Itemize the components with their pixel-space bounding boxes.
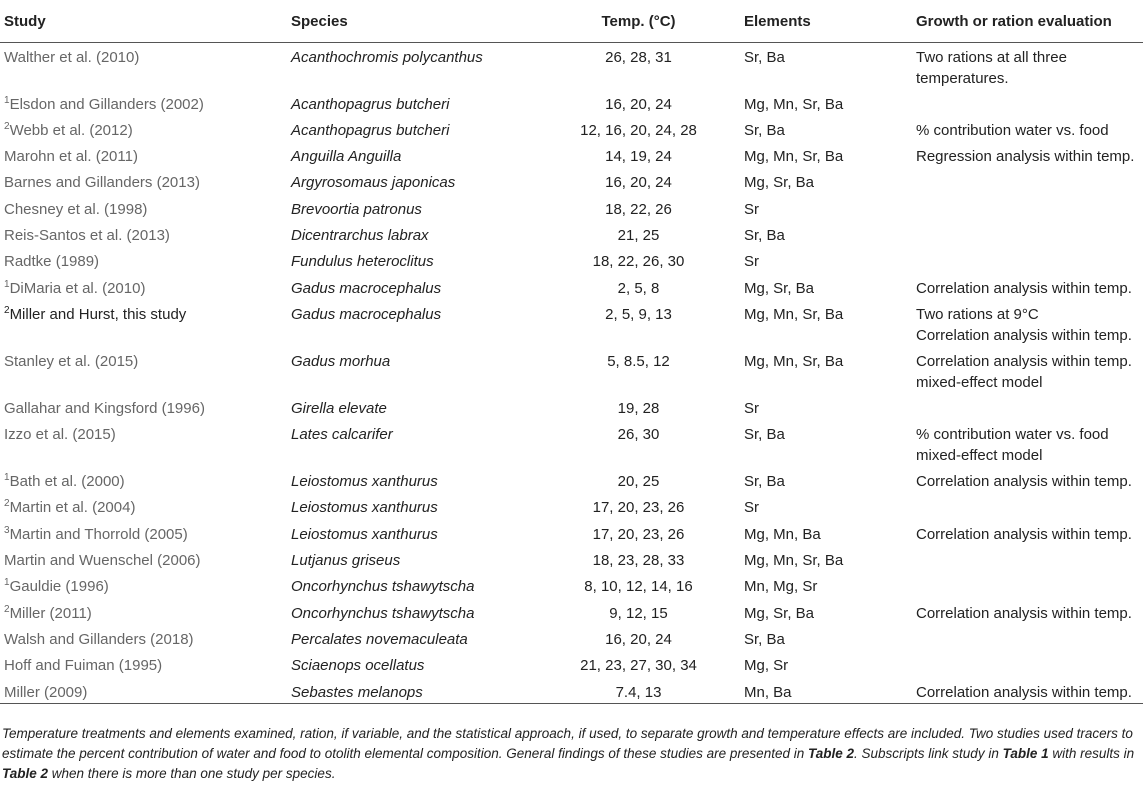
cell-study — [0, 142, 287, 168]
cell-elements: Mg, Sr, Ba — [744, 174, 815, 192]
cell-temp: 8, 10, 12, 14, 16 — [584, 578, 693, 596]
cell-elements: Sr, Ba — [744, 630, 785, 648]
cell-elements: Mn, Ba — [740, 678, 912, 704]
study-name: Hoff and Fuiman (1995) — [4, 657, 163, 675]
header-growth: Growth or ration evaluation — [912, 0, 1143, 43]
study-subscript: 1 — [4, 94, 10, 106]
cell-growth — [912, 651, 1143, 677]
cell-temp: 19, 28 — [617, 399, 660, 417]
cell-temp: 18, 22, 26, 30 — [592, 253, 685, 271]
cell-species: Oncorhynchus tshawytscha — [291, 604, 475, 622]
cell-temp: 16, 20, 24 — [605, 630, 672, 648]
cell-temp: 16, 20, 24 — [605, 95, 672, 113]
table-row — [0, 43, 1143, 90]
cell-temp: 17, 20, 23, 26 — [592, 525, 685, 543]
growth-line: Correlation analysis within temp. — [916, 683, 1132, 701]
table-row — [0, 546, 1143, 572]
cell-study — [0, 116, 287, 142]
cell-elements: Sr, Ba — [744, 226, 785, 244]
study-name: Walther et al. (2010) — [4, 49, 140, 66]
cell-study — [0, 467, 287, 493]
table-header-row — [0, 0, 1143, 43]
study-name: Miller (2009) — [4, 683, 88, 701]
cell-growth — [912, 572, 1143, 598]
study-subscript: 2 — [4, 603, 10, 615]
cell-species: Argyrosomaus japonicas — [291, 174, 456, 192]
study-subscript: 2 — [4, 120, 10, 132]
cell-growth — [912, 467, 1143, 493]
study-subscript: 3 — [4, 524, 10, 536]
cell-study — [0, 493, 287, 519]
growth-line: mixed-effect model — [916, 373, 1043, 391]
study-name: Walsh and Gillanders (2018) — [4, 630, 194, 648]
cell-species: Leiostomus xanthurus — [291, 473, 438, 491]
study-subscript: 2 — [4, 304, 10, 316]
caption-ref-table2[interactable]: Table 2 — [807, 746, 855, 761]
cell-study — [0, 520, 287, 546]
growth-line: Correlation analysis within temp. — [916, 352, 1132, 370]
table-row — [0, 467, 1143, 493]
cell-growth — [912, 168, 1143, 194]
study-name: Martin et al. (2004) — [9, 499, 136, 517]
cell-elements: Mg, Sr, Ba — [744, 279, 815, 297]
cell-study — [0, 572, 287, 598]
cell-species: Oncorhynchus tshawytscha — [291, 578, 475, 596]
cell-species: Dicentrarchus labrax — [291, 226, 429, 244]
growth-line: % contribution water vs. food — [916, 426, 1109, 444]
cell-growth — [912, 221, 1143, 247]
cell-species: Gadus macrocephalus — [291, 279, 442, 297]
cell-elements: Mg, Mn, Sr, Ba — [744, 305, 844, 323]
table-row — [0, 678, 1143, 704]
study-name: Webb et al. (2012) — [9, 121, 133, 139]
cell-species: Brevoortia patronus — [291, 200, 422, 218]
cell-elements: Sr, Ba — [744, 49, 785, 66]
table-row — [0, 572, 1143, 598]
growth-line: Correlation analysis within temp. — [916, 279, 1132, 297]
table-row — [0, 90, 1143, 116]
table-caption — [2, 724, 1141, 784]
cell-elements: Mg, Mn, Sr, Ba — [744, 352, 844, 370]
table-row — [0, 142, 1143, 168]
growth-line: Correlation analysis within temp. — [916, 604, 1132, 622]
cell-growth — [912, 43, 1143, 90]
cell-temp: 2, 5, 9, 13 — [605, 305, 672, 323]
table-row — [0, 195, 1143, 221]
caption-part3: with results in — [1048, 746, 1135, 761]
cell-elements: Sr, Ba — [744, 426, 785, 444]
cell-elements: Mg, Mn, Sr, Ba — [744, 148, 844, 166]
cell-growth — [912, 347, 1143, 394]
cell-elements: Mg, Mn, Ba — [744, 525, 821, 543]
growth-line: Two rations at 9°C — [916, 305, 1039, 323]
cell-species: Acanthopagrus butcheri — [291, 95, 450, 113]
cell-growth — [912, 599, 1143, 625]
table-row — [0, 274, 1143, 300]
header-elements: Elements — [740, 0, 912, 43]
cell-species: Gadus macrocephalus — [291, 305, 442, 323]
growth-line: Regression analysis within temp. — [916, 148, 1135, 166]
growth-line: Correlation analysis within temp. — [916, 326, 1132, 344]
cell-species: Anguilla Anguilla — [291, 148, 402, 166]
cell-species: Lates calcarifer — [291, 426, 393, 444]
study-name: Martin and Wuenschel (2006) — [4, 552, 201, 570]
cell-temp: 2, 5, 8 — [617, 279, 660, 297]
table-row — [0, 599, 1143, 625]
study-name: Reis-Santos et al. (2013) — [4, 226, 170, 244]
header-study: Study — [0, 0, 287, 43]
cell-study — [0, 394, 287, 420]
cell-species: Sciaenops ocellatus — [291, 657, 425, 675]
study-name: Gauldie (1996) — [9, 578, 109, 596]
cell-study — [0, 90, 287, 116]
caption-part4: when there is more than one study per species. — [48, 766, 336, 781]
study-subscript: 2 — [4, 498, 10, 510]
study-name: Martin and Thorrold (2005) — [9, 525, 188, 543]
cell-species: Acanthopagrus butcheri — [291, 121, 450, 139]
cell-study — [0, 195, 287, 221]
header-temp: Temp. (°C) — [537, 0, 740, 43]
cell-growth — [912, 300, 1143, 347]
table-row — [0, 221, 1143, 247]
cell-temp: 7.4, 13 — [537, 678, 740, 704]
growth-line: Two rations at all three — [916, 49, 1067, 66]
cell-temp: 20, 25 — [617, 473, 660, 491]
cell-elements: Sr, Ba — [744, 473, 785, 491]
growth-line: % contribution water vs. food — [916, 121, 1109, 139]
caption-part2: . Subscripts link study in — [854, 746, 1003, 761]
table-row — [0, 520, 1143, 546]
growth-line: Correlation analysis within temp. — [916, 525, 1132, 543]
study-name: Stanley et al. (2015) — [4, 352, 139, 370]
cell-temp: 21, 23, 27, 30, 34 — [580, 657, 697, 675]
study-name: Marohn et al. (2011) — [4, 148, 138, 166]
table-row — [0, 394, 1143, 420]
cell-temp: 14, 19, 24 — [605, 148, 672, 166]
cell-study — [0, 599, 287, 625]
study-name: Elsdon and Gillanders (2002) — [9, 95, 204, 113]
table-row — [0, 420, 1143, 467]
cell-study — [0, 43, 287, 90]
cell-study — [0, 347, 287, 394]
cell-study — [0, 678, 287, 704]
cell-study — [0, 221, 287, 247]
cell-species: Gadus morhua — [291, 352, 391, 370]
study-name: Radtke (1989) — [4, 253, 100, 271]
cell-study — [0, 247, 287, 273]
cell-temp: 9, 12, 15 — [609, 604, 668, 622]
cell-temp: 5, 8.5, 12 — [607, 352, 670, 370]
cell-elements: Sr — [744, 399, 759, 417]
table-row — [0, 247, 1143, 273]
table-row — [0, 347, 1143, 394]
cell-study — [0, 625, 287, 651]
growth-line: temperatures. — [916, 70, 1009, 87]
cell-study — [0, 274, 287, 300]
cell-growth — [912, 116, 1143, 142]
cell-elements: Mg, Mn, Sr, Ba — [744, 552, 844, 570]
table-row — [0, 116, 1143, 142]
caption-part1: Temperature treatments and elements examined, ration, if variable, and the statistical approach, if used, to separate growth and temperature effects are included. Two studies used tracers to estimate the percent contribution of water and food to otolith elemental composition. General findings of these studies are presented in — [2, 726, 1133, 761]
cell-species: Lutjanus griseus — [291, 552, 401, 570]
growth-line: Correlation analysis within temp. — [916, 473, 1132, 491]
cell-growth — [912, 546, 1143, 572]
cell-growth — [912, 520, 1143, 546]
cell-elements: Sr — [744, 253, 759, 271]
table-row — [0, 493, 1143, 519]
study-name: Barnes and Gillanders (2013) — [4, 174, 200, 192]
cell-species: Fundulus heteroclitus — [291, 253, 434, 271]
study-name: DiMaria et al. (2010) — [9, 279, 146, 297]
cell-elements: Mg, Mn, Sr, Ba — [744, 95, 844, 113]
cell-temp: 12, 16, 20, 24, 28 — [580, 121, 697, 139]
table-row — [0, 300, 1143, 347]
cell-elements: Sr — [744, 200, 759, 218]
cell-species: Acanthochromis polycanthus — [291, 49, 483, 66]
table-row — [0, 651, 1143, 677]
study-subscript: 1 — [4, 577, 10, 589]
study-subscript: 1 — [4, 472, 10, 484]
cell-study — [0, 168, 287, 194]
cell-growth — [912, 247, 1143, 273]
cell-temp: 17, 20, 23, 26 — [592, 499, 685, 517]
cell-elements: Sr, Ba — [744, 121, 785, 139]
table-row — [0, 625, 1143, 651]
header-species: Species — [287, 0, 537, 43]
cell-growth — [912, 678, 1143, 704]
study-name: Bath et al. (2000) — [9, 473, 125, 491]
study-name: Miller and Hurst, this study — [9, 305, 187, 323]
study-name: Izzo et al. (2015) — [4, 426, 116, 444]
cell-elements: Mg, Sr, Ba — [744, 604, 815, 622]
cell-growth — [912, 195, 1143, 221]
cell-growth — [912, 90, 1143, 116]
cell-growth — [912, 493, 1143, 519]
cell-study — [0, 420, 287, 467]
cell-species: Sebastes melanops — [287, 678, 537, 704]
table-row — [0, 168, 1143, 194]
cell-growth — [912, 420, 1143, 467]
cell-temp: 18, 22, 26 — [605, 200, 672, 218]
cell-study — [0, 546, 287, 572]
caption-ref-table2-second[interactable]: Table 2 — [2, 766, 49, 781]
cell-temp: 21, 25 — [617, 226, 660, 244]
cell-temp: 26, 28, 31 — [605, 49, 672, 66]
study-name: Gallahar and Kingsford (1996) — [4, 399, 205, 417]
growth-line: mixed-effect model — [916, 447, 1043, 465]
cell-temp: 16, 20, 24 — [605, 174, 672, 192]
cell-elements: Sr — [744, 499, 759, 517]
study-name: Chesney et al. (1998) — [4, 200, 148, 218]
cell-growth — [912, 625, 1143, 651]
cell-study — [0, 651, 287, 677]
cell-temp: 26, 30 — [617, 426, 660, 444]
cell-species: Leiostomus xanthurus — [291, 499, 438, 517]
cell-elements: Mn, Mg, Sr — [744, 578, 818, 596]
cell-elements: Mg, Sr — [744, 657, 789, 675]
cell-species: Leiostomus xanthurus — [291, 525, 438, 543]
cell-growth — [912, 274, 1143, 300]
caption-ref-table1[interactable]: Table 1 — [1002, 746, 1049, 761]
cell-study — [0, 300, 287, 347]
cell-temp: 18, 23, 28, 33 — [592, 552, 685, 570]
study-subscript: 1 — [4, 278, 10, 290]
table-body — [0, 43, 1143, 704]
cell-species: Girella elevate — [291, 399, 387, 417]
cell-species: Percalates novemaculeata — [291, 630, 468, 648]
study-name: Miller (2011) — [9, 604, 92, 622]
cell-growth — [912, 394, 1143, 420]
cell-growth — [912, 142, 1143, 168]
